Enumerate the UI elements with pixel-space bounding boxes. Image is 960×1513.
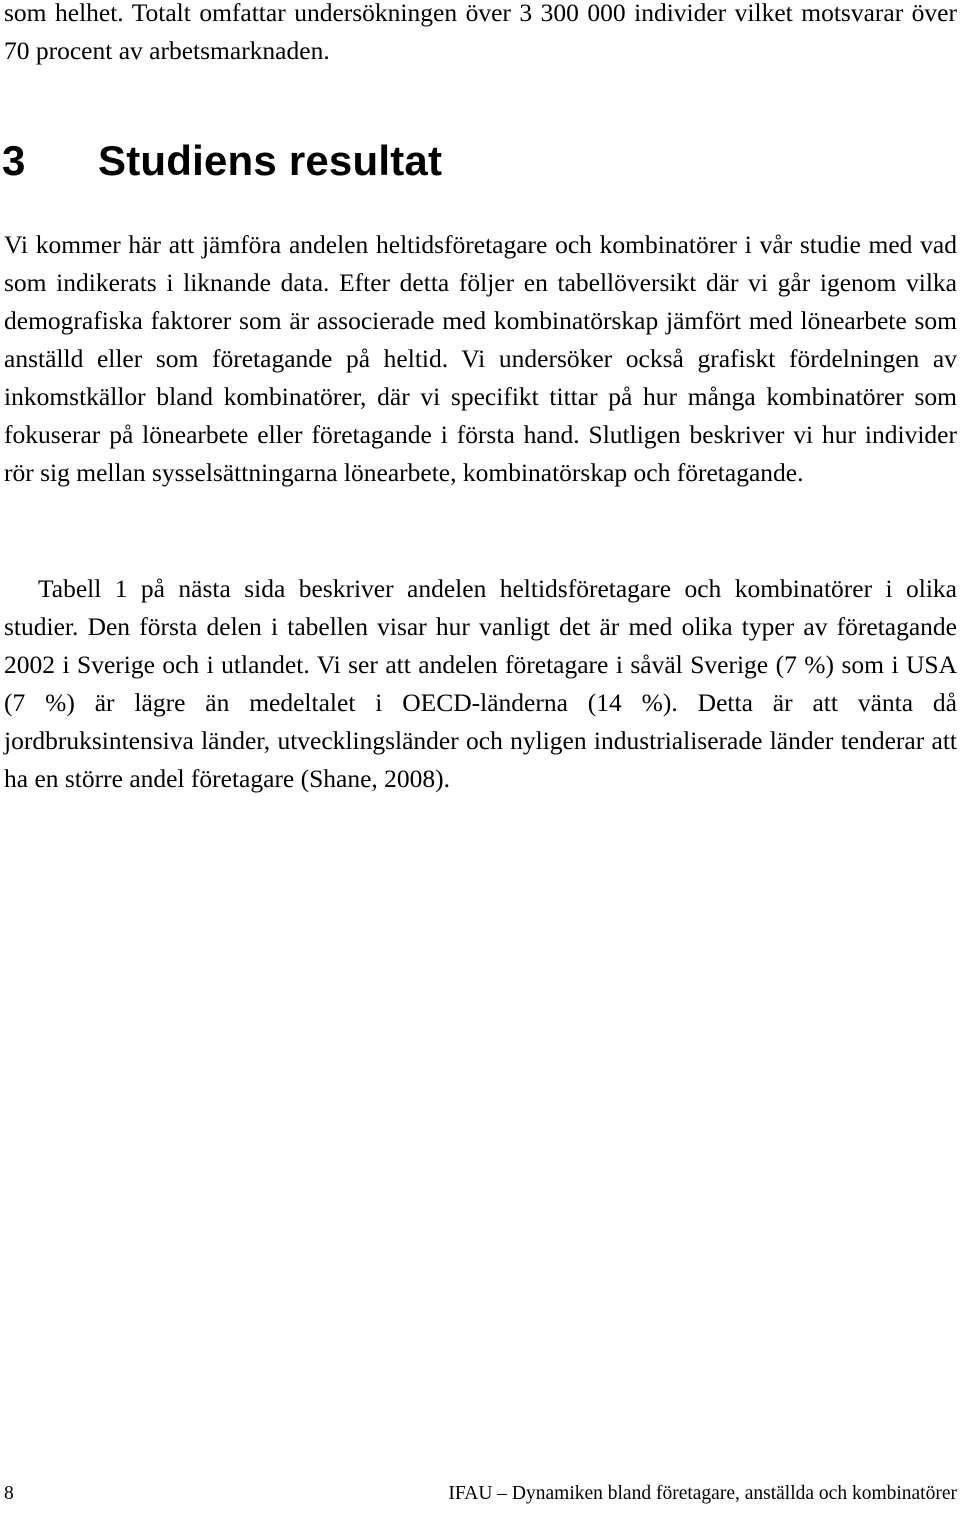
section-title: Studiens resultat (98, 137, 443, 184)
body-paragraph-2: Tabell 1 på nästa sida beskriver andelen heltidsföretagare och kombinatörer i olika studier. Den första delen i tabellen visar hur vanligt det är med olika typer av företagande 2002 i Sverige och i utlandet. Vi ser att andelen företagare i såväl Sverige (7 %) som i USA (7 %) är lägre än medeltalet i OECD-länderna (14 %). Detta är att vänta då jordbruksintensiva länder, utvecklingsländer och nyligen industrialiserade länder tenderar att ha en större andel företagare (Shane, 2008). (4, 574, 957, 793)
intro-paragraph: som helhet. Totalt omfattar undersökningen över 3 300 000 individer vilket motsvarar över 70 procent av arbetsmarknaden. (4, 0, 957, 65)
section-number: 3 (2, 137, 26, 184)
page-number: 8 (4, 1483, 14, 1504)
running-title: IFAU – Dynamiken bland företagare, anställda och kombinatörer (448, 1483, 957, 1504)
body-paragraph-1: Vi kommer här att jämföra andelen heltidsföretagare och kombinatörer i vår studie med vad som indikerats i liknande data. Efter detta följer en tabellöversikt där vi går igenom vilka demografiska faktorer som är associerade med kombinatörskap jämfört med lönearbete som anställd eller som företagande på heltid. Vi undersöker också grafiskt fördelningen av inkomstkällor bland kombinatörer, där vi specifikt tittar på hur många kombinatörer som fokuserar på lönearbete eller företagande i första hand. Slutligen beskriver vi hur individer rör sig mellan sysselsättningarna lönearbete, kombinatörskap och företagande. (4, 230, 957, 487)
section-heading (2, 133, 442, 189)
page-footer (4, 1482, 957, 1506)
